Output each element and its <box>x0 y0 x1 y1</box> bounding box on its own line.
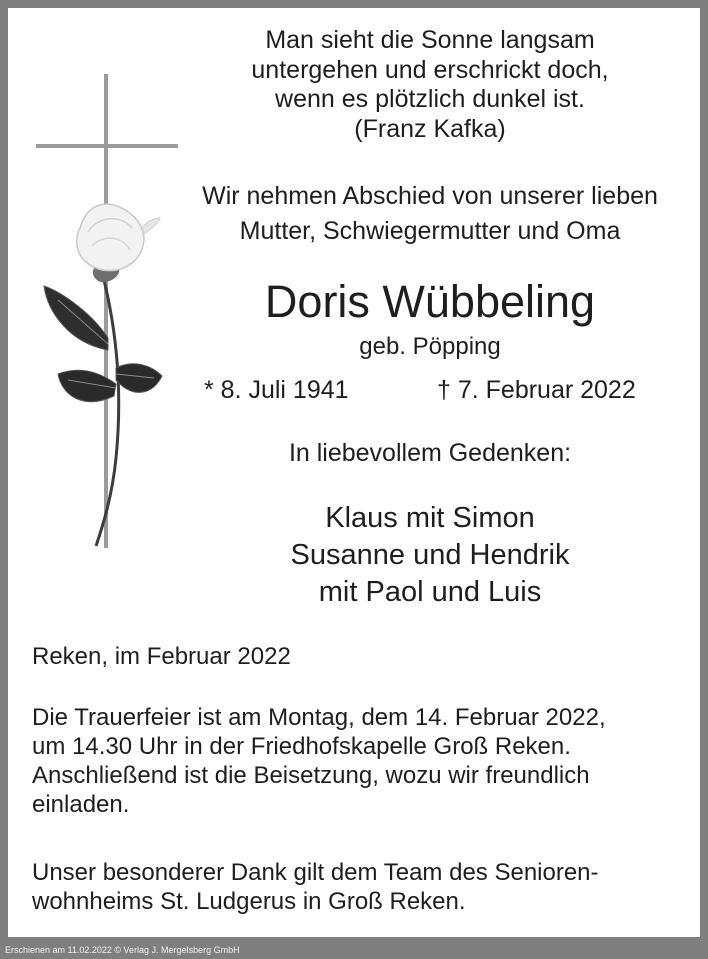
thanks-line: wohnheims St. Ludgerus in Groß Reken. <box>32 888 466 915</box>
farewell-text <box>160 179 700 249</box>
maiden-name: geb. Pöpping <box>359 333 501 360</box>
mourner-line: Klaus mit Simon <box>325 502 535 534</box>
quote-line: Man sieht die Sonne langsam <box>265 26 595 54</box>
death-date: † 7. Februar 2022 <box>437 376 636 404</box>
ceremony-line: Anschließend ist die Beisetzung, wozu wir freundlich <box>32 762 590 789</box>
ceremony-line: einladen. <box>32 791 130 818</box>
farewell-line: Mutter, Schwiegermutter und Oma <box>239 217 621 245</box>
publication-footer: Erschienen am 11.02.2022 © Verlag J. Mergelsberg GmbH <box>5 945 240 955</box>
kafka-quote <box>160 26 700 144</box>
thanks-line: Unser besonderer Dank gilt dem Team des Senioren- <box>32 859 599 886</box>
quote-author: (Franz Kafka) <box>354 114 506 143</box>
ceremony-line: Die Trauerfeier ist am Montag, dem 14. Februar 2022, <box>32 704 606 731</box>
ceremony-info <box>32 703 606 819</box>
cross-with-rose-icon <box>28 68 178 558</box>
deceased-name: Doris Wübbeling <box>264 276 596 327</box>
rose-icon <box>44 204 162 546</box>
ceremony-line: um 14.30 Uhr in der Friedhofskapelle Groß Reken. <box>32 733 571 760</box>
memory-heading: In liebevollem Gedenken: <box>288 439 572 467</box>
farewell-line: Wir nehmen Abschied von unserer lieben <box>202 182 658 210</box>
birth-date: * 8. Juli 1941 <box>204 376 349 404</box>
place-date: Reken, im Februar 2022 <box>32 643 291 670</box>
mourner-line: Susanne und Hendrik <box>290 539 570 571</box>
mourner-line: mit Paol und Luis <box>318 576 542 608</box>
quote-line: untergehen und erschrickt doch, <box>251 55 609 84</box>
mourners-list <box>160 500 700 611</box>
quote-line: wenn es plötzlich dunkel ist. <box>275 85 585 113</box>
thanks-note <box>32 858 599 916</box>
